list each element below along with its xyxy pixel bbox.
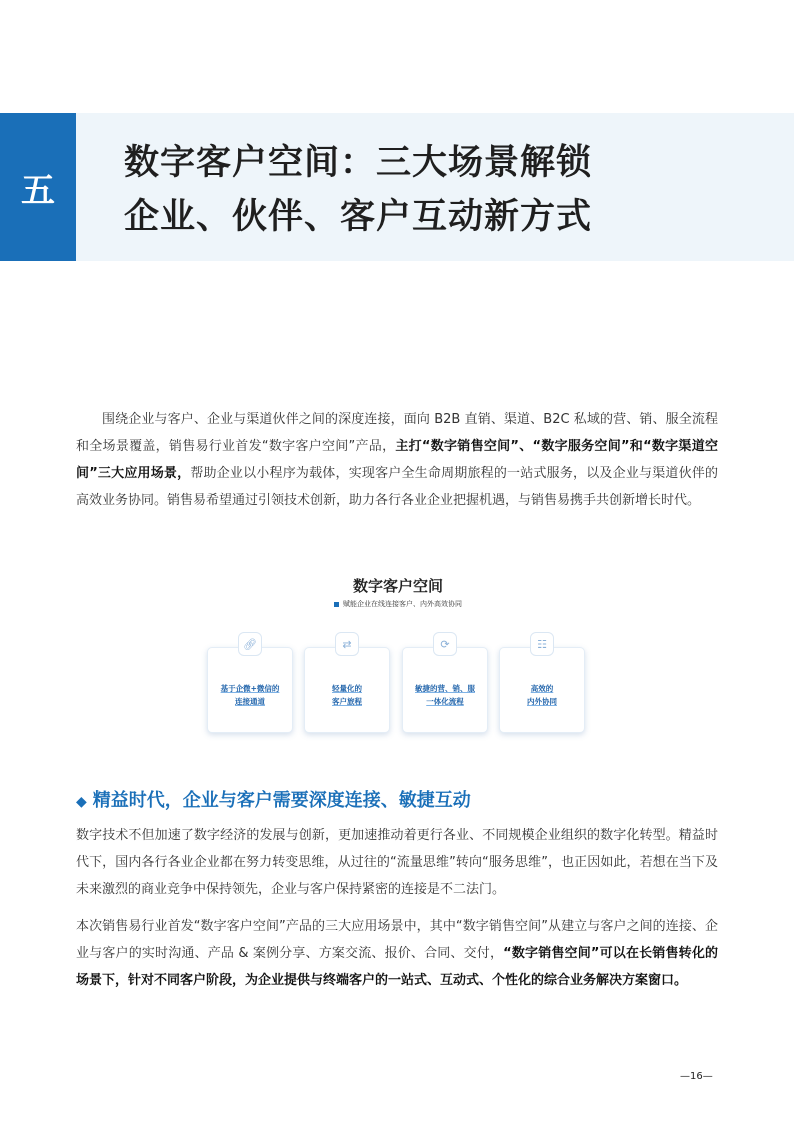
chapter-title <box>124 136 724 244</box>
figure-subtitle-text: 赋能企业在线连接客户、内外高效协同 <box>343 600 462 608</box>
feature-card-line1: 高效的 <box>530 684 554 693</box>
page-number: —16— <box>680 1071 713 1082</box>
feature-card-line2: 内外协同 <box>527 697 557 706</box>
feature-card-label <box>407 682 483 708</box>
feature-card-label <box>309 682 385 708</box>
intro-text-1: 围绕企业与客户、企业与渠道伙伴之间的深度连接，面向 B2B 直销、渠道、B2C 私域的营、销、服全流程和全场景覆盖，销售易行业首发“数字客户空间”产品， <box>76 412 718 454</box>
intro-text-2: 帮助企业以小程序为载体，实现客户全生命周期旅程的一站式服务，以及企业与渠道伙伴的高效业务协同。销售易希望通过引领技术创新，助力各行各业企业把握机遇，与销售易携手共创新增长时代。 <box>76 466 718 508</box>
feature-card-label <box>504 682 580 708</box>
arrows-icon: ⇄ <box>335 632 359 656</box>
feature-card-label <box>212 682 288 708</box>
section-paragraph-1: 数字技术不但加速了数字经济的发展与创新，更加速推动着更行各业、不同规模企业组织的数字化转型。精益时代下，国内各行各业企业都在努力转变思维，从过往的“流量思维”转向“服务思维”，也正因如此，若想在当下及未来激烈的商业竞争中保持领先，企业与客户保持紧密的连接是不二法门。 <box>76 828 718 897</box>
feature-card-process <box>402 637 488 733</box>
cycle-icon: ⟳ <box>433 632 457 656</box>
figure-subtitle <box>196 599 600 609</box>
square-bullet-icon <box>334 602 339 607</box>
chapter-number-box <box>0 113 76 261</box>
link-icon: 🔗︎ <box>238 632 262 656</box>
document-icon: ☷ <box>530 632 554 656</box>
intro-paragraph <box>76 406 718 514</box>
chapter-title-line-1: 数字客户空间：三大场景解锁 <box>124 143 593 183</box>
feature-card-collaboration <box>499 637 585 733</box>
feature-card-line2: 一体化流程 <box>426 697 464 706</box>
feature-card-line1: 敏捷的营、销、服 <box>415 684 475 693</box>
section-paragraph-2-text: 本次销售易行业首发“数字客户空间”产品的三大应用场景中，其中“数字销售空间”从建立与客户之间的连接、企业与客户的实时沟通、产品 & 案例分享、方案交流、报价、合同、交付， <box>76 919 718 961</box>
feature-card-line1: 轻量化的 <box>332 684 362 693</box>
diamond-bullet-icon: ◆ <box>76 794 87 810</box>
chapter-title-line-2: 企业、伙伴、客户互动新方式 <box>124 197 593 237</box>
feature-card-line1: 基于企微+微信的 <box>220 684 280 693</box>
digital-customer-space-figure <box>196 565 600 751</box>
feature-card-connection <box>207 637 293 733</box>
intro-bold-text: 主打“数字销售空间”、“数字服务空间”和“数字渠道空间”三大应用场景， <box>76 439 718 481</box>
chapter-number: 五 <box>21 170 55 211</box>
feature-card-journey <box>304 637 390 733</box>
section-heading-text: 精益时代，企业与客户需要深度连接、敏捷互动 <box>92 790 471 811</box>
section-heading <box>76 786 471 812</box>
section-paragraph-2-bold: “数字销售空间”可以在长销售转化的场景下，针对不同客户阶段，为企业提供与终端客户的一站式、互动式、个性化的综合业务解决方案窗口。 <box>76 946 719 988</box>
feature-card-line2: 客户旅程 <box>332 697 362 706</box>
feature-card-line2: 连接通道 <box>235 697 265 706</box>
figure-title: 数字客户空间 <box>352 577 443 595</box>
section-paragraph-2 <box>76 913 718 994</box>
